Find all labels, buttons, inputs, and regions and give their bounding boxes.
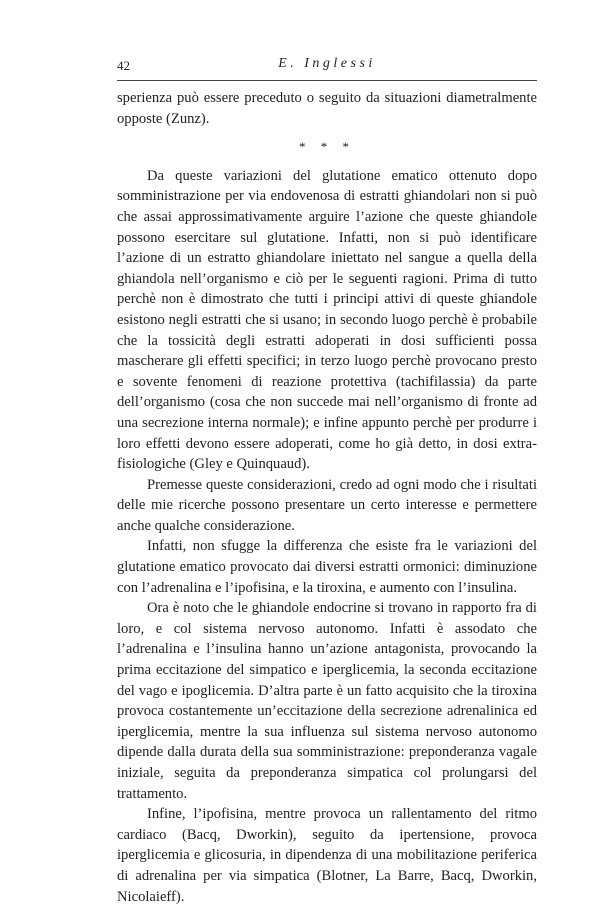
page-header <box>117 56 537 81</box>
running-head: E. Inglessi <box>278 56 376 71</box>
paragraph-4: Infatti, non sfugge la differenza che esiste fra le variazioni del glutatione ematico provocato dai diversi estratti ormonici: diminuzione con l’adrenalina e l’ipofisina, e la tiroxina, e aumento con l’insulina. <box>117 538 537 596</box>
paragraph-2: Da queste variazioni del glutatione ematico ottenuto dopo somministrazione per via endovenosa di estratti ghiandolari non si può che assai approssimativamente arguire l’azione che queste ghiandole possono esercitare sul glutatione. Infatti, non si può identificare l’azione di un estratto ghiandolare iniettato nel sangue a quella della ghiandola nell’organismo e ciò per le seguenti ragioni. Prima di tutto perchè non è dimostrato che tutti i principi attivi di queste ghiandole esistono negli estratti che si usano; in secondo luogo perchè è probabile che la tossicità degli estratti adoperati in dosi sufficienti possa mascherare gli effetti specifici; in terzo luogo perchè provocano presto e sovente fenomeni di reazione protettiva (tachifilassia) da parte dell’organismo (cosa che non succede mai nell’organismo di fronte ad una secrezione interna normale); e infine appunto perchè per produrre i loro effetti devono essere adoperati, come ho già detto, in dosi extra-fisiologiche (Gley e Quinquaud). <box>117 167 537 473</box>
page-number: 42 <box>117 58 130 73</box>
paragraph-6: Infine, l’ipofisina, mentre provoca un rallentamento del ritmo cardiaco (Bacq, Dworkin), seguito da ipertensione, provoca iperglicemia e glicosuria, in dipendenza di una mobilitazione periferica di adrenalina per via simpatica (Blotner, La Barre, Bacq, Dworkin, Nicolaieff). <box>117 806 537 905</box>
paragraph-3: Premesse queste considerazioni, credo ad ogni modo che i risultati delle mie ricerche possono presentare un certo interesse e permettere anche qualche considerazione. <box>117 476 537 534</box>
paragraph-1: sperienza può essere preceduto o seguito da situazioni diametralmente opposte (Zunz). <box>117 90 537 127</box>
section-separator: * * * <box>299 139 355 155</box>
body-text <box>117 88 537 907</box>
paragraph-5: Ora è noto che le ghiandole endocrine si trovano in rapporto fra di loro, e col sistema nervoso autonomo. Infatti è assodato che l’adrenalina e l’insulina hanno un’azione antagonista, provocando la prima eccitazione del simpatico e iperglicemia, la seconda eccitazione del vago e ipoglicemia. D’altra parte è un fatto acquisito che la tiroxina provoca costantemente un’eccitazione della secrezione adrenalinica ed iperglicemia, mentre la sua influenza sul sistema nervoso autonomo dipende dalla durata della sua somministrazione: preponderanza vagale iniziale, seguita da preponderanza simpatica col prolungarsi del trattamento. <box>117 600 537 802</box>
